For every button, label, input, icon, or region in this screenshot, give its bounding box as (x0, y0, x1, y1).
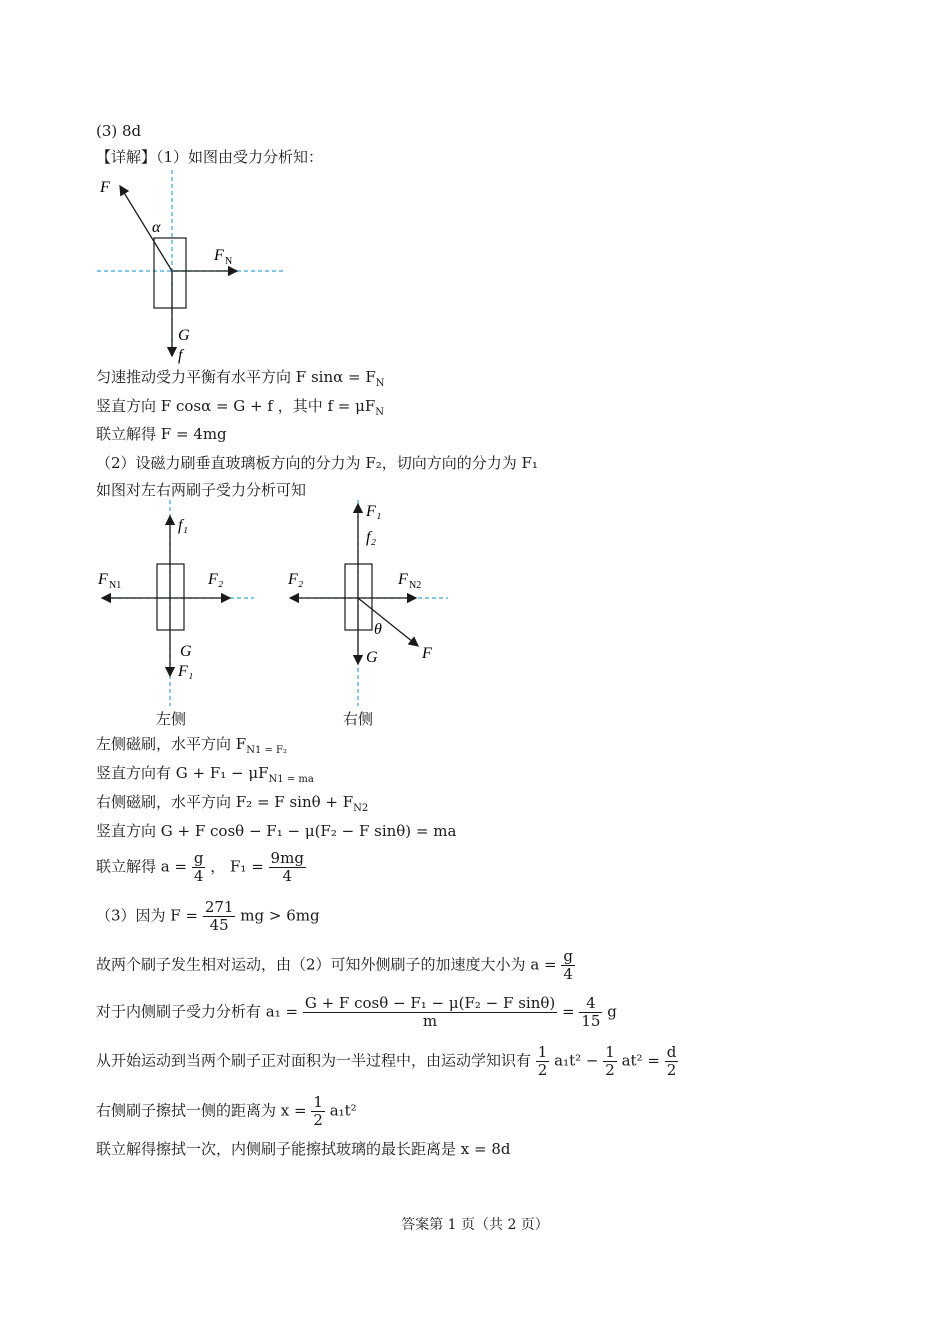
fig2-left-F2: F₂ (208, 571, 224, 588)
fig2-left-G: G (180, 643, 192, 660)
fig2-left-f1: f₁ (178, 517, 189, 534)
p2-line-4: 竖直方向 G + F cosθ − F₁ − μ(F₂ − F sinθ) = ma (96, 822, 457, 840)
p1-line-3: 联立解得 F = 4mg (96, 425, 227, 443)
part2-intro: （2）设磁力刷垂直玻璃板方向的分力为 F₂，切向方向的分力为 F₁ (96, 454, 538, 472)
force-diagram-2 (92, 498, 462, 708)
fig1-label-FN: F (214, 247, 224, 264)
p2-line-3: 右侧磁刷，水平方向 F₂ = F $\sin\theta + F_{N2}$ (96, 793, 369, 814)
fig2-right-caption: 右侧 (343, 710, 374, 728)
part3-line: （3）因为 F = $\frac{271}{45}$ mg > 6mg (96, 898, 320, 934)
fig1-label-f: f (178, 347, 183, 364)
fig1-label-F: F (100, 179, 110, 196)
p3-line-2: 对于内侧刷子受力分析有 a₁ = $\frac{\text{G + F cosθ − F₁ − μ(F₂ − F sinθ)}}{m}$ = $\frac{4}{15}$ g (96, 994, 617, 1030)
p3-line-5: 联立解得擦拭一次，内侧刷子能擦拭玻璃的最长距离是 x = 8d (96, 1140, 511, 1158)
force-diagram-1 (92, 168, 302, 368)
p1-line-1: 匀速推动受力平衡有水平方向 F $\sin\alpha = F_N$ (96, 368, 385, 389)
fig1-label-alpha: α (152, 219, 161, 236)
fig2-left-FN1: F (98, 571, 108, 588)
fig2-left-caption: 左侧 (156, 710, 187, 728)
p2-line-2: 竖直方向有 $G + F_1 - \mu F_{N1 = ma}$ (96, 764, 314, 785)
detail-heading: 【详解】（1）如图由受力分析知： (96, 148, 324, 166)
fig1-label-FN-sub: N (225, 256, 233, 267)
part2-fig-intro: 如图对左右两刷子受力分析可知 (96, 481, 307, 499)
fig2-right-F1: F₁ (366, 503, 382, 520)
fig2-left-F1: F₁ (178, 663, 194, 680)
fig1-label-G: G (178, 327, 190, 344)
p3-line-1: 故两个刷子发生相对运动，由（2）可知外侧刷子的加速度大小为 a = $\frac{g}{4}$ (96, 947, 573, 983)
fig2-left-FN1-sub: N1 (109, 580, 122, 591)
fig2-right-f2: f₂ (366, 529, 377, 546)
fig2-right-F2: F₂ (288, 571, 304, 588)
answer-3: (3) 8d (96, 122, 142, 140)
p3-line-3: 从开始运动到当两个刷子正对面积为一半过程中，由运动学知识有 $\frac{1}{2}$ a₁t² − $\frac{1}{2}$ at² = $\frac{d}{2}$ (96, 1043, 677, 1079)
fig2-right-FN2-sub: N2 (409, 580, 422, 591)
fig2-right-G: G (366, 649, 378, 666)
p2-line-1: 左侧磁刷，水平方向 $F_{N1 = F_2}$ (96, 735, 287, 756)
page-footer: 答案第 1 页（共 2 页） (401, 1217, 549, 1233)
p1-line-2: 竖直方向 F cosα = G + f ，其中 $f = \mu F_N$ (96, 397, 385, 418)
fig2-right-FN2: F (398, 571, 408, 588)
fig2-right-F: F (422, 645, 432, 662)
solve2-line: 联立解得 a = $\frac{g}{4}$ ， F₁ = $\frac{9mg}{4}$ (96, 849, 304, 885)
fig2-right-theta: θ (374, 621, 382, 638)
p3-line-4: 右侧刷子擦拭一侧的距离为 x = $\frac{1}{2}$ a₁t² (96, 1093, 357, 1129)
